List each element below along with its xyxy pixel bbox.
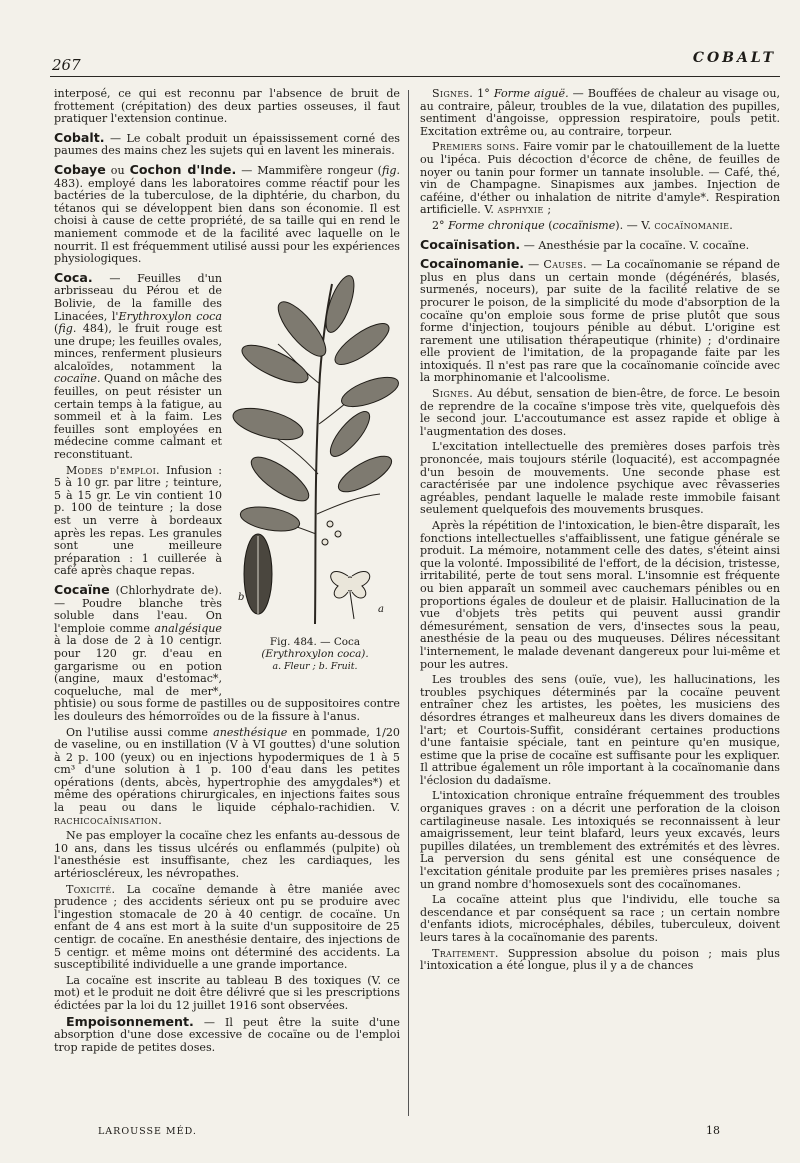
left-column — [54, 88, 400, 1057]
cocaine-empoisonnement: Empoisonnement. — Il peut être la suite d'une absorption d'une dose excessive de cocaïne ou de l'emploi trop rapide de petites doses. — [54, 1013, 400, 1054]
cocaine-tableau: La cocaïne est inscrite au tableau B des toxiques (V. ce mot) et le produit ne doit être délivré que si les prescriptions édictées par la loi du 12 juillet 1916 sont observées. — [54, 973, 400, 1012]
cocaine-toxicite: Toxicité. La cocaïne demande à être maniée avec prudence ; des accidents sérieux ont pu se produire avec l'ingestion stomacale de 20 à 40 centigr. de cocaïne. Un enfant de 4 ans est mort à la suite d'un suppositoire de 25 centigr. de cocaïne. En anesthésie dentaire, des injections de 5 centigr. et même moins ont déterminé des accidents. La susceptibilité individuelle a une grande importance. — [54, 882, 400, 972]
entry-cobalt: Cobalt. — Le cobalt produit un épaississement corné des paumes des mains chez les sujets qui en lavent les minerais. — [54, 129, 400, 158]
cocainomanie-descendance: La cocaïne atteint plus que l'individu, elle touche sa descendance et par conséquent sa race ; un certain nombre d'enfants idiots, microcéphales, débiles, tuberculeux, doivent leurs tares à la cocaïnomanie des parents. — [420, 893, 780, 944]
running-title: COBALT — [692, 50, 776, 66]
signes-forme-aigue: Signes. 1° Forme aiguë. — Bouffées de chaleur au visage ou, au contraire, pâleur, troubles de la vue, dilatation des pupilles, sentiment d'angoisse, oppression respiratoire, pouls petit. Excitation extrême ou, au contraire, torpeur. — [420, 87, 780, 138]
entry-cobaye: Cobaye ou Cochon d'Inde. — Mammifère rongeur (fig. 483). employé dans les laboratoires comme réactif pour les bactéries de la tuberculose, de la diphtérie, du charbon, du tétanos qui se développent bien dans son économie. Il est choisi à cause de cette propriété, de sa taille qui en rend le maniement commode et de la facilité avec laquelle on le nourrit. Il est fréquemment utilisé aussi pour les expériences physiologiques. — [54, 161, 400, 266]
footer-signature-number: 18 — [706, 1124, 720, 1137]
headword-cocaine: Cocaïne — [54, 581, 110, 597]
cocainomanie-repetition: Après la répétition de l'intoxication, le bien-être disparaît, les fonctions intellectuelles s'affaiblissent, une fatigue générale se produit. La mémoire, notamment celle des dates, s'éteint ainsi que la volonté. Impossibilité de l'effort, de la décision, tristesse, irritabilité, perte de tout sens moral. L'insomnie est fréquente ou bien apparaît un sommeil avec cauchemars pénibles ou en proportions égales de douleur et de plaisir. Hallucination de la vue d'objets très petits qui peuvent aussi grandir démesurément, sensation de vers, d'insectes sous la peau, anesthésie de la peau ou des muqueuses. Délires nécessitant l'internement, le malade devenant dangereux pour lui-même et pour les autres. — [420, 519, 780, 671]
forme-chronique: 2° Forme chronique (cocaïnisme). — V. cocaïnomanie. — [432, 218, 734, 232]
figure-caption: Fig. 484. — Coca (Erythroxylon coca). a. Fleur ; b. Fruit. — [261, 635, 369, 672]
figure-coca — [230, 274, 400, 692]
column-divider — [408, 90, 409, 1116]
cocaine-anesthesique: On l'utilise aussi comme anesthésique en pommade, 1/20 de vaseline, ou en instillation (V à VI gouttes) d'une solution à 2 p. 100 (yeux) ou en injections hypodermiques de 1 à 5 cm³ d'une solution à 1 p. 100 d'eau dans les petites opérations (dents, abcès, hypertrophie des amygdales*) et même des opérations chirurgicales, en injections faites sous la peau ou dans le liquide céphalo-rachidien. V. rachicocaïnisation. — [54, 725, 400, 827]
entry-coca: b a Fig. 484. — Coca (Erythroxylon coca). a. Fleur ; b. Fruit. Coca. — Feuilles d'un arbrisseau du Pérou et de Bolivie, de la famille des Linacées, l'Erythroxylon coca (fig. 484), le fruit rouge est une drupe; les feuilles ovales, minces, renferment plusieurs alcaloïdes, notamment la cocaïne. Quand on mâche des feuilles, on peut résister un certain temps à la fatigue, au sommeil et à la faim. Les feuilles sont employées en médecine comme calmant et reconstituant. — [54, 272, 400, 462]
headword-coca: Coca. — [54, 269, 93, 285]
entry-cocainisation: Cocaïnisation. — Anesthésie par la cocaïne. V. cocaïne. — [420, 236, 750, 252]
headword-cobalt: Cobalt. — [54, 129, 105, 145]
cocainomanie-traitement: Traitement. Suppression absolue du poison ; mais plus l'intoxication a été longue, plus il y a de chances — [420, 946, 780, 973]
figure-label-a: a — [378, 603, 384, 615]
figure-label-b: b — [238, 591, 245, 603]
footer-publisher: LAROUSSE MÉD. — [98, 1126, 197, 1137]
coca-modes-emploi: Modes d'emploi. Infusion : 5 à 10 gr. par litre ; teinture, 5 à 15 gr. Le vin contient 10 p. 100 de teinture ; la dose est un verre à bordeaux après les repas. Les granules sont une meilleure préparation : 1 cuillerée à café après chaque repas. — [54, 463, 222, 578]
cocainomanie-intoxication-chronique: L'intoxication chronique entraîne fréquemment des troubles organiques graves : on a décrit une perforation de la cloison cartilagineuse nasale. Les intoxiqués se reconnaissent à leur amaigrissement, leur teint blafard, leurs yeux excavés, leurs pupilles dilatées, un tremblement des extrémités et des lèvres. La perversion du sens génital est une conséquence de l'excitation génitale produite par les premières prises nasales ; un grand nombre d'homosexuels sont des cocaïnomanes. — [420, 789, 780, 891]
entry-cocainomanie: Cocaïnomanie. — Causes. — La cocaïnomanie se répand de plus en plus dans un certain monde (dégénérés, blasés, surmenés, noceurs), par suite de la facilité relative de se procurer le poison, de la simplicité du mode d'absorption de la cocaïne qu'on emploie sous forme de prise plutôt que sous forme d'injection, toujours pénible au début. L'origine est rarement une utilisation thérapeutique (rhinite) ; d'ordinaire elle provient de l'imitation, de la propagande faite par les intoxiqués. Il n'est pas rare que la cocaïnomanie coïncide avec la morphinomanie et l'alcoolisme. — [420, 256, 780, 385]
cocainomanie-troubles-sens: Les troubles des sens (ouïe, vue), les hallucinations, les troubles psychiques déterminés par la cocaïne peuvent entraîner chez les artistes, les poètes, les musiciens des désordres étranges et malheureux dans les divers domaines de l'art; et Courtois-Suffit, considérant certaines productions d'une fantaisie spéciale, tant en peinture qu'en musique, estime que la prise de cocaïne est suffisante pour les expliquer. Il attribue également un rôle important à la cocaïnomanie dans l'éclosion du dadaïsme. — [420, 673, 780, 787]
premiers-soins: Premiers soins. Faire vomir par le chatouillement de la luette ou l'ipéca. Puis décoction d'écorce de chêne, de feuilles de noyer ou tanin pour former un tannate insoluble. — Café, thé, vin de Champagne. Sinapismes aux jambes. Injection de caféine, d'éther ou inhalation de nitrite d'amyle*. Respiration artificielle. V. asphyxie ; — [420, 140, 780, 217]
cocainomanie-excitation: L'excitation intellectuelle des premières doses parfois très prononcée, mais toujours stérile (loquacité), est accompagnée d'un besoin de mouvements. Une seconde phase est caractérisée par une indolence psychique avec rêvasseries agréables, pendant laquelle le malade reste immobile faisant seulement quelquefois des mouvements brusques. — [420, 440, 780, 517]
page-number: 267 — [52, 56, 81, 74]
headword-cocainisation: Cocaïnisation. — [420, 236, 521, 252]
coca-plant-illustration — [230, 274, 400, 634]
cocaine-contre-indications: Ne pas employer la cocaïne chez les enfants au-dessous de 10 ans, dans les tissus ulcérés ou enflammés (pulpite) où l'anesthésie est insuffisante, chez les cardiaques, les artérioscléreux, les névropathes. — [54, 829, 400, 881]
header-rule — [50, 76, 780, 77]
headword-cochon-d-inde: Cochon d'Inde. — [129, 161, 237, 177]
continued-paragraph: interposé, ce qui est reconnu par l'absence de bruit de frottement (crépitation) des deux parties osseuses, il faut pratiquer l'extension continue. — [54, 87, 400, 126]
headword-cocainomanie: Cocaïnomanie. — [420, 256, 525, 272]
entry-cocaine: Cocaïne (Chlorhydrate de). — Poudre blanche très soluble dans l'eau. On l'emploie comme analgésique à la dose de 2 à 10 centigr. pour 120 gr. d'eau en gargarisme ou en potion (angine, maux d'estomac*, coqueluche, mal de mer*, phtisie) ou sous forme de pastilles ou de suppositoires contre les douleurs des hémorroïdes ou de la fissure à l'anus. — [54, 581, 400, 723]
right-column — [420, 88, 780, 976]
cocainomanie-signes: Signes. Au début, sensation de bien-être, de force. Le besoin de reprendre de la cocaïne s'impose très vite, quelquefois dès le second jour. L'accoutumance est assez rapide et oblige à l'augmentation des doses. — [420, 387, 780, 438]
headword-cobaye: Cobaye — [54, 161, 106, 177]
